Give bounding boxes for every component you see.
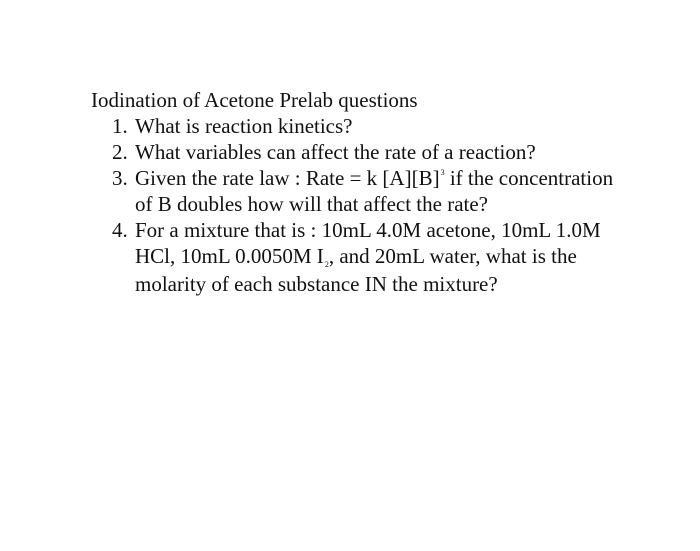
question-4-line-3: molarity of each substance IN the mixture? bbox=[135, 272, 498, 296]
question-2-text: What variables can affect the rate of a reaction? bbox=[135, 140, 536, 164]
question-3-number: 3. bbox=[112, 166, 128, 190]
question-4-line-1: For a mixture that is : 10mL 4.0M acetone, 10mL 1.0M bbox=[135, 218, 601, 242]
question-1 bbox=[112, 113, 692, 139]
question-2 bbox=[112, 139, 692, 165]
question-list bbox=[112, 113, 692, 299]
question-3-rate-law-after: if the concentration bbox=[444, 166, 614, 190]
question-1-text: What is reaction kinetics? bbox=[135, 114, 353, 138]
question-3-rate-law-exponent: 3 bbox=[440, 168, 445, 177]
question-1-number: 1. bbox=[112, 114, 128, 138]
question-3 bbox=[112, 165, 692, 217]
question-3-line-2: of B doubles how will that affect the rate? bbox=[135, 192, 489, 216]
question-4-line-2-after: , and 20mL water, what is the bbox=[328, 244, 577, 268]
question-4-number: 4. bbox=[112, 218, 128, 242]
question-4 bbox=[112, 217, 692, 299]
question-2-number: 2. bbox=[112, 140, 128, 164]
question-3-line-1 bbox=[135, 165, 692, 191]
document-title: Iodination of Acetone Prelab questions bbox=[91, 88, 418, 112]
question-3-rate-law-text: Given the rate law : Rate = k [A][B] bbox=[135, 166, 440, 190]
question-4-line-2 bbox=[135, 243, 692, 269]
question-4-iodine-subscript: 2 bbox=[324, 260, 329, 269]
question-4-iodine-text: HCl, 10mL 0.0050M I bbox=[135, 244, 324, 268]
